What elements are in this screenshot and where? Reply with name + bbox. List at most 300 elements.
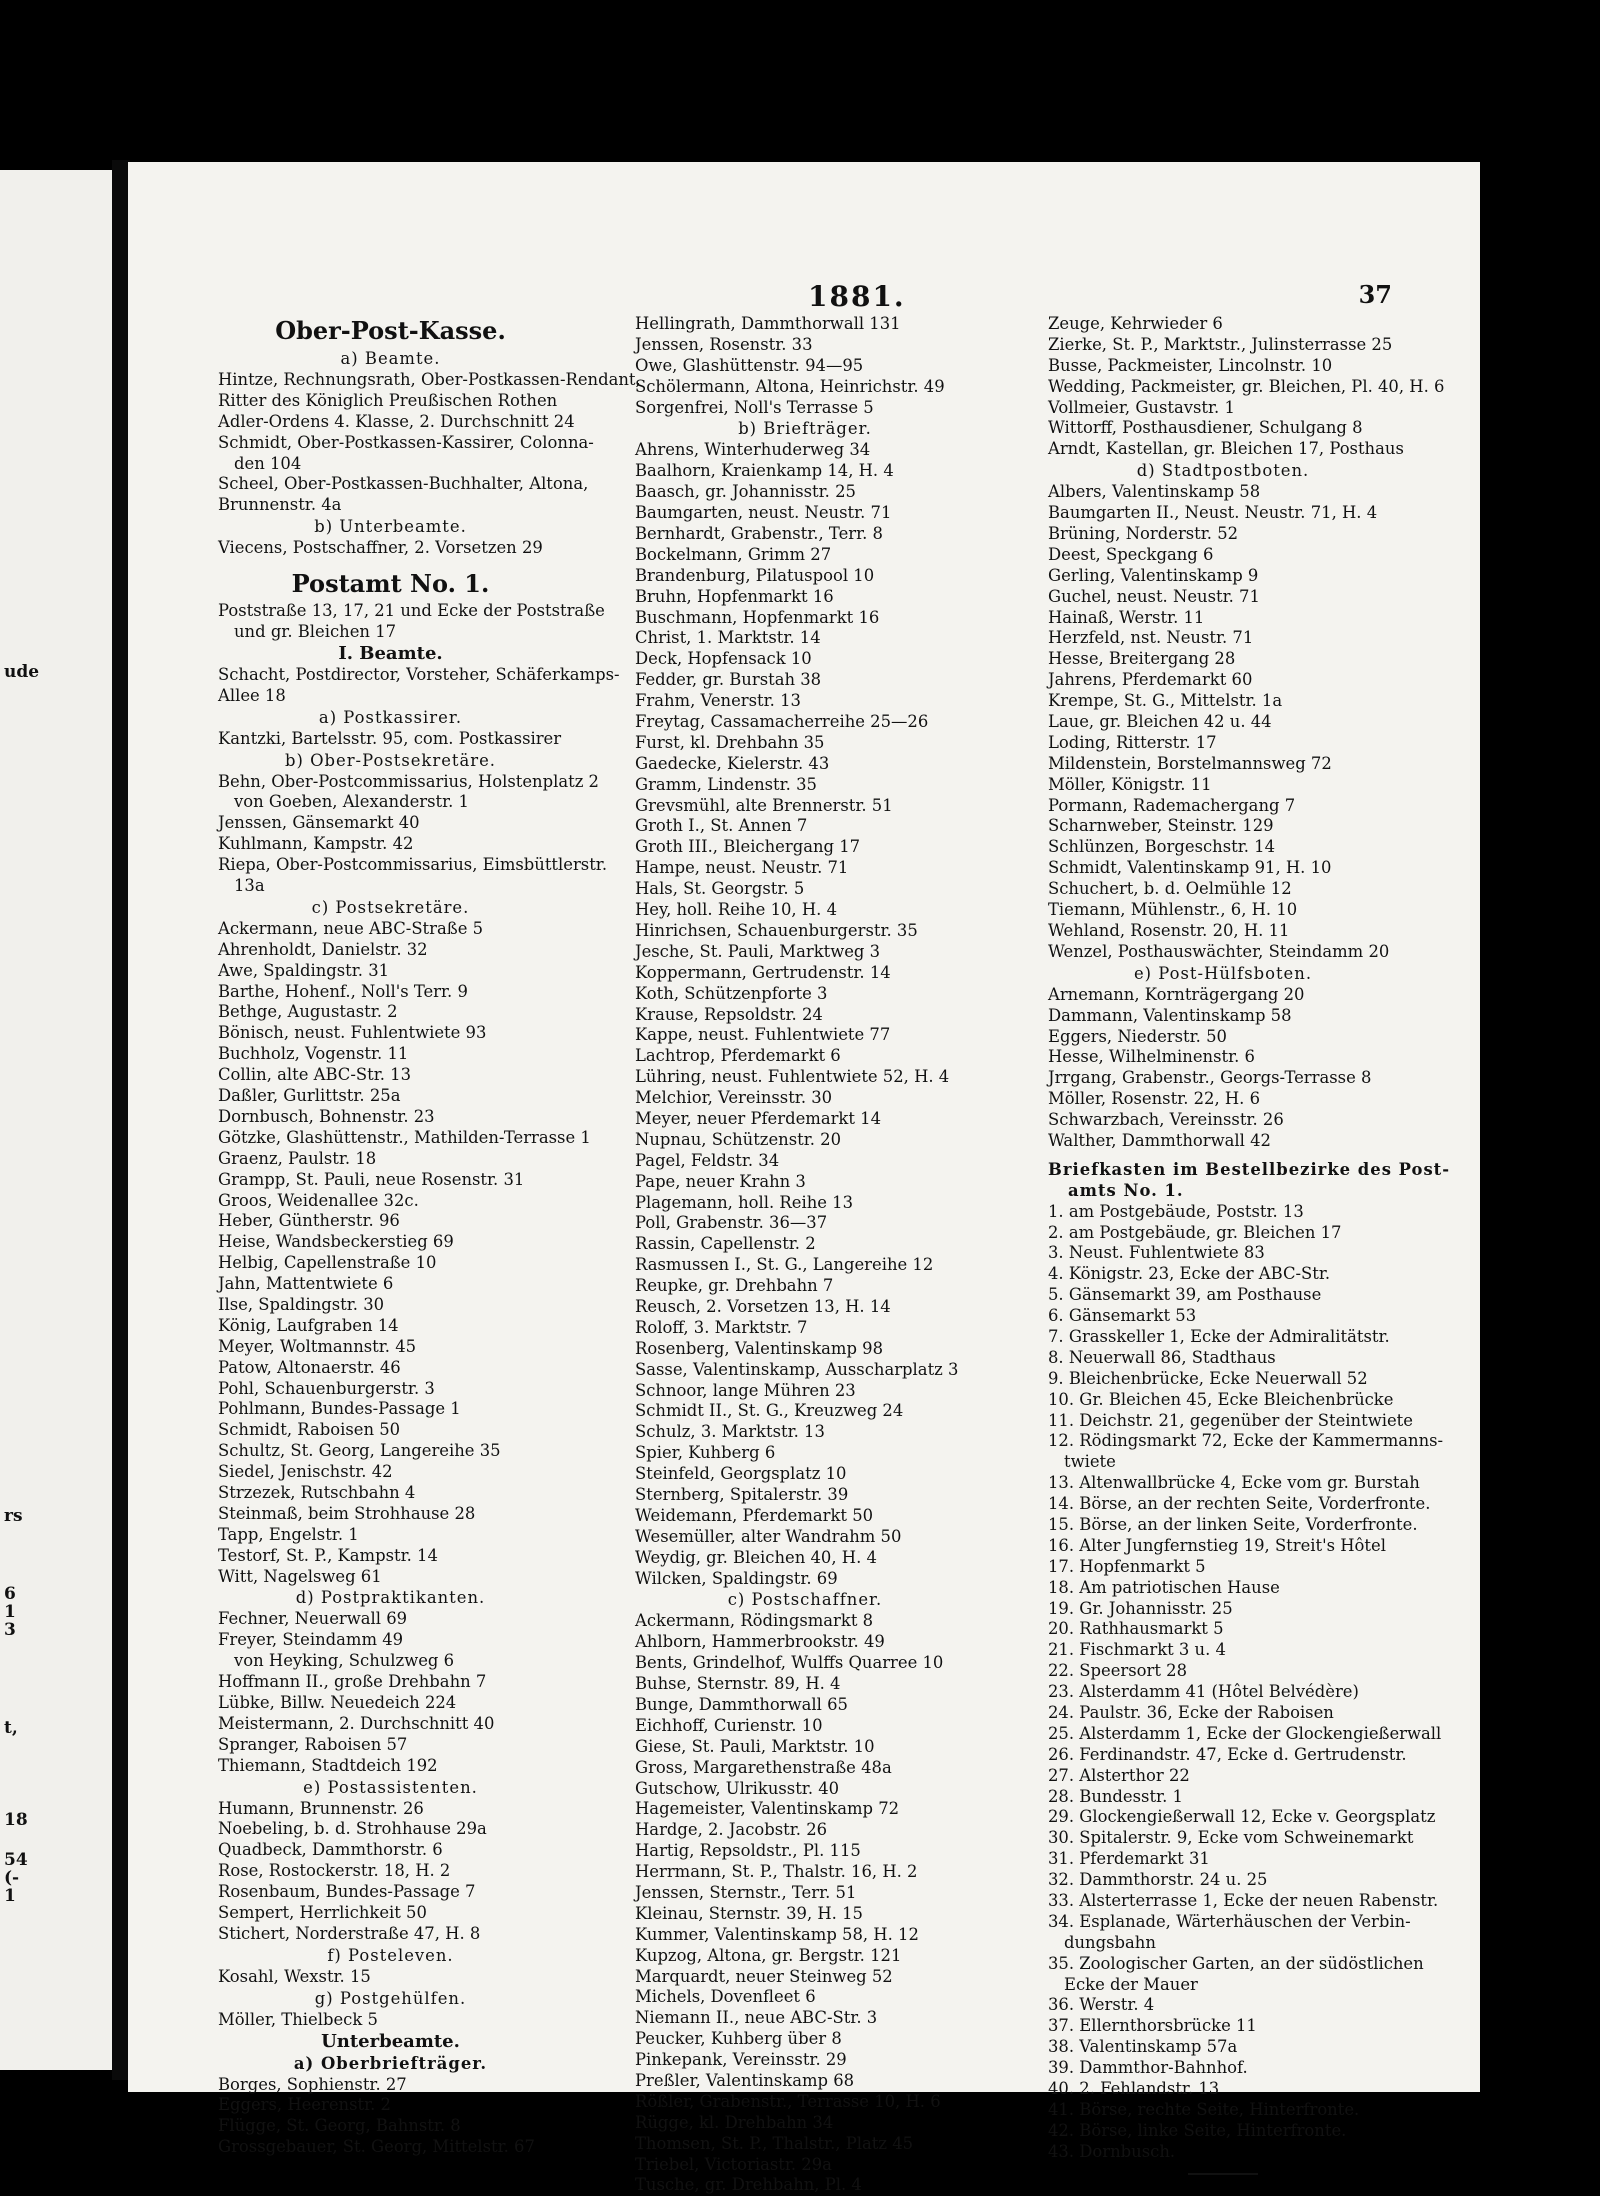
list-line: 23. Alsterdamm 41 (Hôtel Belvédère) <box>1048 1682 1359 1702</box>
list-line: 10. Gr. Bleichen 45, Ecke Bleichenbrücke <box>1048 1389 1394 1409</box>
list-line: Bethge, Augustastr. 2 <box>218 1002 398 1022</box>
subsection-label: e) Post-Hülfsboten. <box>1133 963 1313 983</box>
entry-list <box>1048 482 1398 962</box>
list-line: Schultz, St. Georg, Langereihe 35 <box>218 1441 501 1461</box>
list-line: Götzke, Glashüttenstr., Mathilden-Terrasse 1 <box>218 1127 591 1147</box>
page-fragment: 3 <box>4 1620 16 1640</box>
list-line: Guchel, neust. Neustr. 71 <box>1048 586 1260 606</box>
list-line: Jrrgang, Grabenstr., Georgs-Terrasse 8 <box>1048 1068 1372 1088</box>
previous-page-edge <box>0 170 122 2070</box>
list-line: Kummer, Valentinskamp 58, H. 12 <box>635 1924 919 1944</box>
list-line: 1. am Postgebäude, Poststr. 13 <box>1048 1201 1304 1221</box>
list-line: Meyer, Woltmannstr. 45 <box>218 1336 417 1356</box>
list-line: Hardge, 2. Jacobstr. 26 <box>635 1820 828 1840</box>
list-line: Schmidt, Raboisen 50 <box>218 1420 401 1440</box>
list-line: Schuchert, b. d. Oelmühle 12 <box>1048 879 1292 899</box>
list-line: Buschmann, Hopfenmarkt 16 <box>635 607 880 627</box>
list-line: Rose, Rostockerstr. 18, H. 2 <box>218 1861 451 1881</box>
list-line: Jahrens, Pferdemarkt 60 <box>1048 670 1253 690</box>
list-line: 12. Rödingsmarkt 72, Ecke der Kammermanns- <box>1048 1431 1444 1451</box>
list-line: Albers, Valentinskamp 58 <box>1048 482 1261 502</box>
list-line: Bunge, Dammthorwall 65 <box>635 1695 848 1714</box>
subsection-heading: Unterbeamte. <box>321 2030 460 2052</box>
list-line: Wilcken, Spaldingstr. 69 <box>635 1568 838 1588</box>
list-line: Reupke, gr. Drehbahn 7 <box>635 1276 834 1296</box>
list-line: Tapp, Engelstr. 1 <box>218 1524 359 1544</box>
entry-list <box>218 729 563 750</box>
list-line: Niemann II., neue ABC-Str. 3 <box>635 2008 878 2028</box>
list-line: Groos, Weidenallee 32c. <box>218 1190 419 1210</box>
list-line: Schlünzen, Borgeschstr. 14 <box>1048 837 1276 857</box>
entry-list <box>1048 985 1398 1152</box>
entry-list <box>218 538 563 559</box>
briefkasten-list <box>1048 1201 1444 2163</box>
list-line: Koth, Schützenpforte 3 <box>635 983 828 1003</box>
list-line: Ilse, Spaldingstr. 30 <box>218 1294 385 1314</box>
list-line: Hals, St. Georgstr. 5 <box>635 879 805 899</box>
entry-list <box>218 2010 563 2031</box>
list-line: Flügge, St. Georg, Bahnstr. 8 <box>218 2116 461 2136</box>
list-line: Schnoor, lange Mühren 23 <box>635 1380 856 1400</box>
subsection-label: d) Stadtpostboten. <box>1136 461 1310 481</box>
list-line: Grampp, St. Pauli, neue Rosenstr. 31 <box>218 1169 525 1189</box>
list-line: Schmidt II., St. G., Kreuzweg 24 <box>635 1401 904 1421</box>
list-line: Bernhardt, Grabenstr., Terr. 8 <box>635 524 883 544</box>
list-line: Herrmann, St. P., Thalstr. 16, H. 2 <box>635 1862 918 1882</box>
list-line: Loding, Ritterstr. 17 <box>1048 732 1217 752</box>
list-line: König, Laufgraben 14 <box>218 1315 399 1335</box>
list-line: 11. Deichstr. 21, gegenüber der Steintwiete <box>1048 1410 1413 1430</box>
subsection-label: f) Posteleven. <box>327 1945 454 1965</box>
list-line: Adler-Ordens 4. Klasse, 2. Durchschnitt 24 <box>218 411 575 431</box>
list-line: Busse, Packmeister, Lincolnstr. 10 <box>1048 355 1333 375</box>
list-line: Ecke der Mauer <box>1064 1974 1198 1994</box>
list-line: Ahlborn, Hammerbrookstr. 49 <box>635 1632 885 1652</box>
list-line: 33. Alsterterrasse 1, Ecke der neuen Rabenstr. <box>1048 1891 1439 1911</box>
list-line: Eichhoff, Curienstr. 10 <box>635 1715 823 1735</box>
list-line: Jenssen, Sternstr., Terr. 51 <box>635 1883 857 1903</box>
list-line: Tusche, gr. Drehbahn, Pl. 4 <box>635 2175 862 2195</box>
list-line: Grossgebauer, St. Georg, Mittelstr. 67 <box>218 2137 535 2157</box>
list-line: 14. Börse, an der rechten Seite, Vorderfronte. <box>1048 1494 1431 1514</box>
list-line: den 104 <box>234 453 302 473</box>
list-line: 28. Bundesstr. 1 <box>1048 1786 1183 1806</box>
list-line: Heise, Wandsbeckerstieg 69 <box>218 1232 454 1252</box>
list-line: Pinkepank, Vereinsstr. 29 <box>635 2050 847 2070</box>
list-line: Spranger, Raboisen 57 <box>218 1734 408 1754</box>
list-line: Preßler, Valentinskamp 68 <box>635 2071 855 2091</box>
list-line: Helbig, Capellenstraße 10 <box>218 1253 437 1273</box>
list-line: Pohlmann, Bundes-Passage 1 <box>218 1399 461 1419</box>
list-line: Baasch, gr. Johannisstr. 25 <box>635 482 856 502</box>
list-line: Brandenburg, Pilatuspool 10 <box>635 565 875 585</box>
list-line: 35. Zoologischer Garten, an der südöstlichen <box>1048 1953 1424 1973</box>
list-line: 39. Dammthor-Bahnhof. <box>1048 2058 1248 2078</box>
list-line: Ackermann, Rödingsmarkt 8 <box>635 1611 874 1631</box>
list-line: 21. Fischmarkt 3 u. 4 <box>1048 1640 1226 1660</box>
list-line: Scharnweber, Steinstr. 129 <box>1048 816 1274 836</box>
list-line: Zeuge, Kehrwieder 6 <box>1048 314 1223 333</box>
list-line: Riepa, Ober-Postcommissarius, Eimsbüttlerstr. <box>218 855 608 875</box>
entry-list <box>218 771 608 897</box>
list-line: Kantzki, Bartelsstr. 95, com. Postkassirer <box>218 728 562 748</box>
list-line: Dornbusch, Bohnenstr. 23 <box>218 1106 435 1126</box>
page-fragment: 54 <box>4 1850 28 1870</box>
list-line: 31. Pferdemarkt 31 <box>1048 1849 1210 1869</box>
document-page <box>128 162 1480 2195</box>
list-line: Weydig, gr. Bleichen 40, H. 4 <box>635 1547 877 1567</box>
list-line: Buchholz, Vogenstr. 11 <box>218 1044 409 1064</box>
list-line: Marquardt, neuer Steinweg 52 <box>635 1966 893 1986</box>
list-line: Kuhlmann, Kampstr. 42 <box>218 834 414 854</box>
list-line: 16. Alter Jungfernstieg 19, Streit's Hôtel <box>1048 1535 1386 1555</box>
list-line: dungsbahn <box>1064 1932 1156 1952</box>
list-line: Pormann, Rademachergang 7 <box>1048 795 1296 815</box>
briefkasten-title-cont: amts No. 1. <box>1068 1180 1184 1200</box>
list-line: Heber, Güntherstr. 96 <box>218 1211 400 1231</box>
list-line: Jenssen, Gänsemarkt 40 <box>218 813 420 833</box>
list-line: Witt, Nagelsweg 61 <box>218 1566 382 1586</box>
list-line: Hesse, Wilhelminenstr. 6 <box>1048 1047 1255 1067</box>
list-line: Kosahl, Wexstr. 15 <box>218 1966 371 1986</box>
list-line: Groth III., Bleichergang 17 <box>635 837 861 857</box>
list-line: 4. Königstr. 23, Ecke der ABC-Str. <box>1048 1264 1331 1284</box>
list-line: Freyer, Steindamm 49 <box>218 1630 404 1650</box>
list-line: Hey, holl. Reihe 10, H. 4 <box>635 900 837 920</box>
list-line: Gross, Margarethenstraße 48a <box>635 1757 892 1777</box>
list-line: Pagel, Feldstr. 34 <box>635 1150 780 1170</box>
section-title: Postamt No. 1. <box>291 569 490 599</box>
list-line: Schwarzbach, Vereinsstr. 26 <box>1048 1110 1284 1130</box>
list-line: Poll, Grabenstr. 36—37 <box>635 1213 828 1233</box>
list-line: Ahrenholdt, Danielstr. 32 <box>218 939 428 959</box>
list-line: Awe, Spaldingstr. 31 <box>218 960 390 980</box>
list-line: Wenzel, Posthauswächter, Steindamm 20 <box>1048 941 1390 961</box>
list-line: 18. Am patriotischen Hause <box>1048 1577 1280 1597</box>
list-line: Sasse, Valentinskamp, Ausscharplatz 3 <box>635 1359 959 1379</box>
list-line: Pape, neuer Krahn 3 <box>635 1171 806 1191</box>
list-line: Schölermann, Altona, Heinrichstr. 49 <box>635 376 945 396</box>
list-line: Brunnenstr. 4a <box>218 495 342 515</box>
list-line: 20. Rathhausmarkt 5 <box>1048 1619 1224 1639</box>
entry-list <box>218 1799 563 1945</box>
list-line: Kleinau, Sternstr. 39, H. 15 <box>635 1903 863 1923</box>
list-line: Scheel, Ober-Postkassen-Buchhalter, Altona, <box>218 474 589 494</box>
page-fragment: 6 <box>4 1584 16 1604</box>
subsection-label: b) Unterbeamte. <box>314 517 467 537</box>
list-line: Thiemann, Stadtdeich 192 <box>218 1755 438 1775</box>
list-line: Triebel, Victoriastr. 29a <box>635 2154 832 2174</box>
list-line: 22. Speersort 28 <box>1048 1661 1188 1681</box>
list-line: Brüning, Norderstr. 52 <box>1048 524 1239 544</box>
list-line: Buhse, Sternstr. 89, H. 4 <box>635 1674 841 1694</box>
page-fragment: (- <box>4 1868 20 1888</box>
list-line: Deck, Hopfensack 10 <box>635 649 812 669</box>
list-line: Noebeling, b. d. Strohhause 29a <box>218 1819 487 1839</box>
list-line: Strzezek, Rutschbahn 4 <box>218 1482 416 1502</box>
list-line: Daßler, Gurlittstr. 25a <box>218 1086 401 1106</box>
list-line: Schacht, Postdirector, Vorsteher, Schäferkamps- <box>218 664 620 684</box>
list-line: Giese, St. Pauli, Marktstr. 10 <box>635 1736 875 1756</box>
list-line: 42. Börse, linke Seite, Hinterfronte. <box>1048 2120 1347 2140</box>
list-line: Möller, Thielbeck 5 <box>218 2009 378 2029</box>
list-line: Kappe, neust. Fuhlentwiete 77 <box>635 1025 891 1045</box>
subsection-label: c) Postsekretäre. <box>311 897 470 917</box>
section-title: Ober-Post-Kasse. <box>275 316 506 345</box>
list-line: 13a <box>234 876 265 896</box>
list-line: Poststraße 13, 17, 21 und Ecke der Poststraße <box>218 601 605 621</box>
briefkasten-title: Briefkasten im Bestellbezirke des Post- <box>1048 1159 1451 1179</box>
list-line: Hintze, Rechnungsrath, Ober-Postkassen-Rendant, <box>218 370 641 389</box>
list-line: Groth I., St. Annen 7 <box>635 816 808 836</box>
list-line: Grevsmühl, alte Brennerstr. 51 <box>635 795 893 815</box>
list-line: Bönisch, neust. Fuhlentwiete 93 <box>218 1023 487 1043</box>
list-line: Wittorff, Posthausdiener, Schulgang 8 <box>1048 418 1363 438</box>
list-line: Kupzog, Altona, gr. Bergstr. 121 <box>635 1945 902 1965</box>
list-line: Reusch, 2. Vorsetzen 13, H. 14 <box>635 1296 891 1316</box>
page-fragment: 18 <box>4 1810 28 1830</box>
list-line: Gutschow, Ulrikusstr. 40 <box>635 1778 840 1798</box>
list-line: Jenssen, Rosenstr. 33 <box>635 334 813 354</box>
subsection-label: a) Oberbriefträger. <box>293 2053 488 2073</box>
subsection-label: a) Postkassirer. <box>318 707 463 727</box>
list-line: Baalhorn, Kraienkamp 14, H. 4 <box>635 461 894 481</box>
list-line: 5. Gänsemarkt 39, am Posthause <box>1048 1285 1322 1305</box>
subsection-label: d) Postpraktikanten. <box>295 1588 486 1608</box>
entry-list <box>218 918 591 1588</box>
list-line: Owe, Glashüttenstr. 94—95 <box>635 355 864 375</box>
list-line: Jahn, Mattentwiete 6 <box>218 1274 394 1294</box>
entry-list <box>635 314 975 418</box>
list-line: Vollmeier, Gustavstr. 1 <box>1048 397 1235 417</box>
list-line: Plagemann, holl. Reihe 13 <box>635 1192 854 1212</box>
list-line: Viecens, Postschaffner, 2. Vorsetzen 29 <box>218 538 543 558</box>
list-line: 34. Esplanade, Wärterhäuschen der Verbin- <box>1048 1911 1411 1931</box>
list-line: 43. Dornbusch. <box>1048 2141 1176 2161</box>
subsection-label: a) Beamte. <box>340 349 441 368</box>
list-line: 40. 2. Fehlandstr. 13 <box>1048 2079 1220 2099</box>
list-line: Sempert, Herrlichkeit 50 <box>218 1903 427 1922</box>
list-line: von Goeben, Alexanderstr. 1 <box>234 792 469 812</box>
list-line: Humann, Brunnenstr. 26 <box>218 1798 424 1818</box>
list-line: Wehland, Rosenstr. 20, H. 11 <box>1048 920 1290 940</box>
list-line: 25. Alsterdamm 1, Ecke der Glockengießerwall <box>1048 1723 1442 1743</box>
list-line: Furst, kl. Drehbahn 35 <box>635 732 825 752</box>
list-line: Walther, Dammthorwall 42 <box>1048 1130 1271 1150</box>
list-line: Sorgenfrei, Noll's Terrasse 5 <box>635 397 874 417</box>
list-line: Ritter des Königlich Preußischen Rothen <box>218 390 558 410</box>
list-line: Herzfeld, nst. Neustr. 71 <box>1048 628 1254 648</box>
list-line: Spier, Kuhberg 6 <box>635 1443 776 1463</box>
list-line: Melchior, Vereinsstr. 30 <box>635 1088 833 1108</box>
list-line: Schmidt, Ober-Postkassen-Kassirer, Colonna- <box>218 432 594 452</box>
column-1 <box>218 314 641 2158</box>
list-line: 15. Börse, an der linken Seite, Vorderfronte. <box>1048 1514 1418 1534</box>
list-line: von Heyking, Schulzweg 6 <box>234 1651 455 1671</box>
list-line: Freytag, Cassamacherreihe 25—26 <box>635 712 929 732</box>
list-line: 24. Paulstr. 36, Ecke der Raboisen <box>1048 1703 1334 1722</box>
list-line: Behn, Ober-Postcommissarius, Holstenplatz 2 <box>218 771 599 791</box>
list-line: 41. Börse, rechte Seite, Hinterfronte. <box>1048 2099 1360 2119</box>
list-line: Hainaß, Werstr. 11 <box>1048 607 1205 627</box>
list-line: 9. Bleichenbrücke, Ecke Neuerwall 52 <box>1048 1368 1368 1388</box>
list-line: Allee 18 <box>218 685 286 705</box>
address-list <box>218 601 605 643</box>
page-fragment: t, <box>4 1718 18 1738</box>
list-line: Hampe, neust. Neustr. 71 <box>635 858 849 878</box>
list-line: Hagemeister, Valentinskamp 72 <box>635 1799 900 1819</box>
entry-list <box>218 370 641 516</box>
list-line: Jesche, St. Pauli, Marktweg 3 <box>635 941 881 961</box>
list-line: Schmidt, Valentinskamp 91, H. 10 <box>1048 858 1332 878</box>
list-line: Steinmaß, beim Strohhause 28 <box>218 1503 476 1523</box>
list-line: Rassin, Capellenstr. 2 <box>635 1234 816 1254</box>
list-line: Bockelmann, Grimm 27 <box>635 544 832 564</box>
list-line: Gaedecke, Kielerstr. 43 <box>635 753 830 773</box>
list-line: Graenz, Paulstr. 18 <box>218 1148 377 1168</box>
list-line: Hellingrath, Dammthorwall 131 <box>635 314 901 333</box>
list-line: Rosenbaum, Bundes-Passage 7 <box>218 1882 476 1902</box>
list-line: Meistermann, 2. Durchschnitt 40 <box>218 1713 495 1733</box>
list-line: Tiemann, Mühlenstr., 6, H. 10 <box>1048 900 1298 920</box>
page-year: 1881. <box>808 280 906 313</box>
list-line: Lachtrop, Pferdemarkt 6 <box>635 1046 841 1066</box>
list-line: 3. Neust. Fuhlentwiete 83 <box>1048 1243 1265 1263</box>
list-line: Steinfeld, Georgsplatz 10 <box>635 1464 847 1484</box>
list-line: Rasmussen I., St. G., Langereihe 12 <box>635 1255 934 1275</box>
list-line: Fechner, Neuerwall 69 <box>218 1609 408 1629</box>
list-line: Ahrens, Winterhuderweg 34 <box>635 440 871 460</box>
list-line: Lühring, neust. Fuhlentwiete 52, H. 4 <box>635 1067 950 1087</box>
list-line: Nupnau, Schützenstr. 20 <box>635 1129 842 1149</box>
list-line: Rosenberg, Valentinskamp 98 <box>635 1338 884 1358</box>
list-line: Dammann, Valentinskamp 58 <box>1048 1005 1292 1025</box>
list-line: und gr. Bleichen 17 <box>234 622 397 642</box>
list-line: Koppermann, Gertrudenstr. 14 <box>635 962 891 982</box>
list-line: 29. Glockengießerwall 12, Ecke v. Georgsplatz <box>1048 1807 1436 1827</box>
list-line: Weidemann, Pferdemarkt 50 <box>635 1505 874 1525</box>
entry-list <box>218 1967 563 1988</box>
list-line: Deest, Speckgang 6 <box>1048 544 1214 564</box>
subsection-label: c) Postschaffner. <box>727 1590 883 1610</box>
subsection-label: b) Ober-Postsekretäre. <box>284 750 496 770</box>
list-line: Rügge, kl. Drehbahn 34 <box>635 2112 834 2132</box>
list-line: Krempe, St. G., Mittelstr. 1a <box>1048 691 1283 711</box>
list-line: 2. am Postgebäude, gr. Bleichen 17 <box>1048 1222 1342 1242</box>
list-line: 7. Grasskeller 1, Ecke der Admiralitätstr. <box>1048 1326 1390 1346</box>
list-line: 38. Valentinskamp 57a <box>1048 2037 1238 2057</box>
subsection-label: b) Briefträger. <box>738 419 872 439</box>
list-line: Hartig, Repsoldstr., Pl. 115 <box>635 1841 861 1861</box>
page-header <box>128 280 1480 313</box>
subsection-heading: I. Beamte. <box>338 642 443 664</box>
list-line: Hoffmann II., große Drehbahn 7 <box>218 1672 487 1692</box>
list-line: Bruhn, Hopfenmarkt 16 <box>635 586 834 606</box>
entry-list <box>635 1611 975 2196</box>
list-line: Barthe, Hohenf., Noll's Terr. 9 <box>218 981 468 1001</box>
list-line: Collin, alte ABC-Str. 13 <box>218 1065 412 1085</box>
list-line: Borges, Sophienstr. 27 <box>218 2074 407 2094</box>
list-line: Michels, Dovenfleet 6 <box>635 1987 816 2007</box>
list-line: Hesse, Breitergang 28 <box>1048 649 1236 669</box>
entry-list <box>635 440 975 1589</box>
list-line: twiete <box>1064 1452 1116 1472</box>
list-line: Arnemann, Kornträgergang 20 <box>1048 984 1305 1004</box>
page-fragment: 1 <box>4 1602 16 1622</box>
list-line: Gramm, Lindenstr. 35 <box>635 774 817 794</box>
list-line: Wesemüller, alter Wandrahm 50 <box>635 1526 902 1546</box>
list-line: Laue, gr. Bleichen 42 u. 44 <box>1048 712 1272 732</box>
list-line: Roloff, 3. Marktstr. 7 <box>635 1317 808 1337</box>
entry-list <box>218 664 620 707</box>
list-line: 32. Dammthorstr. 24 u. 25 <box>1048 1870 1268 1890</box>
list-line: Frahm, Venerstr. 13 <box>635 691 801 711</box>
list-line: Hinrichsen, Schauenburgerstr. 35 <box>635 920 918 940</box>
list-line: Möller, Königstr. 11 <box>1048 774 1212 794</box>
list-line: Peucker, Kuhberg über 8 <box>635 2029 842 2049</box>
list-line: Eggers, Niederstr. 50 <box>1048 1026 1227 1046</box>
list-line: Schulz, 3. Marktstr. 13 <box>635 1422 825 1442</box>
end-rule <box>1188 2173 1258 2175</box>
list-line: Fedder, gr. Burstah 38 <box>635 670 822 690</box>
subsection-label: g) Postgehülfen. <box>314 1988 467 2008</box>
list-line: Möller, Rosenstr. 22, H. 6 <box>1048 1089 1261 1109</box>
list-line: Lübke, Billw. Neuedeich 224 <box>218 1692 457 1712</box>
list-line: Thomsen, St. P., Thalstr., Platz 45 <box>635 2133 914 2153</box>
list-line: Baumgarten, neust. Neustr. 71 <box>635 503 892 523</box>
list-line: Pohl, Schauenburgerstr. 3 <box>218 1378 435 1398</box>
entry-list <box>1048 314 1445 460</box>
list-line: Krause, Repsoldstr. 24 <box>635 1004 823 1024</box>
list-line: 19. Gr. Johannisstr. 25 <box>1048 1598 1233 1618</box>
column-2 <box>635 314 975 2196</box>
list-line: Testorf, St. P., Kampstr. 14 <box>218 1545 438 1565</box>
list-line: Meyer, neuer Pferdemarkt 14 <box>635 1108 882 1128</box>
list-line: Bents, Grindelhof, Wulffs Quarree 10 <box>635 1653 944 1673</box>
column-3 <box>1048 314 1451 2175</box>
page-fragment: ude <box>4 662 40 682</box>
page-fragment: 1 <box>4 1886 16 1906</box>
page-number: 37 <box>1358 280 1392 309</box>
list-line: Mildenstein, Borstelmannsweg 72 <box>1048 753 1332 773</box>
list-line: 30. Spitalerstr. 9, Ecke vom Schweinemarkt <box>1048 1828 1414 1848</box>
list-line: Patow, Altonaerstr. 46 <box>218 1357 401 1377</box>
list-line: 6. Gänsemarkt 53 <box>1048 1306 1197 1326</box>
list-line: Gerling, Valentinskamp 9 <box>1048 565 1259 585</box>
subsection-label: e) Postassistenten. <box>303 1777 478 1797</box>
page-fragment: rs <box>4 1506 23 1526</box>
list-line: Baumgarten II., Neust. Neustr. 71, H. 4 <box>1048 503 1378 523</box>
list-line: Siedel, Jenischstr. 42 <box>218 1462 393 1482</box>
list-line: Zierke, St. P., Marktstr., Julinsterrasse 25 <box>1048 334 1393 354</box>
list-line: 8. Neuerwall 86, Stadthaus <box>1048 1347 1276 1367</box>
list-line: 13. Altenwallbrücke 4, Ecke vom gr. Burstah <box>1048 1473 1420 1493</box>
list-line: 27. Alsterthor 22 <box>1048 1765 1190 1785</box>
entry-list <box>218 2075 563 2159</box>
list-line: 37. Ellernthorsbrücke 11 <box>1048 2016 1257 2036</box>
list-line: 17. Hopfenmarkt 5 <box>1048 1556 1206 1576</box>
list-line: Ackermann, neue ABC-Straße 5 <box>218 918 484 938</box>
list-line: Eggers, Heerenstr. 2 <box>218 2095 391 2115</box>
list-line: 26. Ferdinandstr. 47, Ecke d. Gertrudenstr. <box>1048 1744 1407 1764</box>
entry-list <box>218 1609 563 1776</box>
list-line: 36. Werstr. 4 <box>1048 1995 1155 2015</box>
list-line: Christ, 1. Marktstr. 14 <box>635 628 821 648</box>
list-line: Arndt, Kastellan, gr. Bleichen 17, Posthaus <box>1048 439 1404 459</box>
list-line: Sternberg, Spitalerstr. 39 <box>635 1484 849 1504</box>
list-line: Rößler, Grabenstr., Terrasse 10, H. 6 <box>635 2091 941 2111</box>
list-line: Quadbeck, Dammthorstr. 6 <box>218 1840 443 1860</box>
